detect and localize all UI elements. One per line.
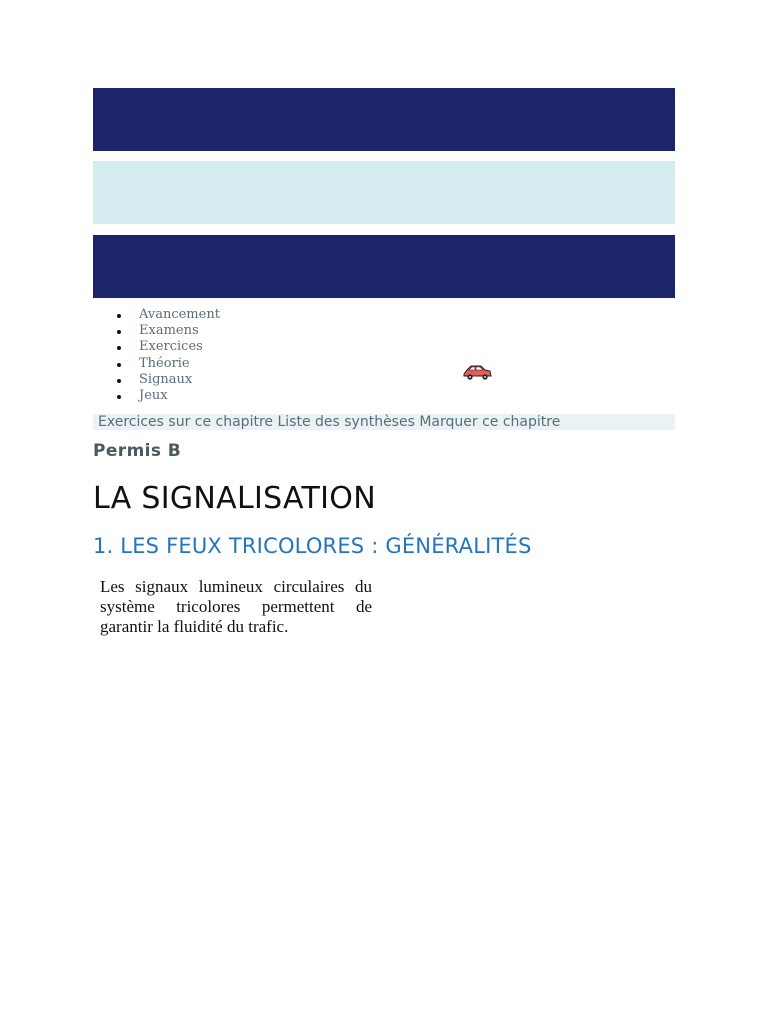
bullet-icon bbox=[117, 379, 121, 383]
nav-item-signaux[interactable] bbox=[117, 372, 220, 388]
nav-item-exercices[interactable] bbox=[117, 339, 220, 355]
bullet-icon bbox=[117, 346, 121, 350]
nav-item-label[interactable]: Signaux bbox=[139, 371, 193, 387]
section-title: 1. LES FEUX TRICOLORES : GÉNÉRALITÉS bbox=[93, 534, 532, 558]
mark-chapter-link[interactable]: Marquer ce chapitre bbox=[419, 414, 561, 430]
nav-item-label[interactable]: Jeux bbox=[139, 387, 168, 403]
nav-item-label[interactable]: Examens bbox=[139, 323, 199, 339]
top-banner bbox=[93, 88, 675, 151]
nav-item-label[interactable]: Exercices bbox=[139, 339, 203, 355]
bullet-icon bbox=[117, 395, 121, 399]
page-title: LA SIGNALISATION bbox=[93, 481, 376, 516]
chapter-actions-bar bbox=[93, 414, 675, 430]
nav-item-theorie[interactable] bbox=[117, 356, 220, 372]
logo-banner bbox=[93, 161, 675, 224]
bullet-icon bbox=[117, 314, 121, 318]
nav-item-avancement[interactable] bbox=[117, 307, 220, 323]
car-icon[interactable] bbox=[461, 364, 493, 381]
category-label: Permis B bbox=[93, 441, 182, 461]
exercises-link[interactable]: Exercices sur ce chapitre bbox=[98, 414, 274, 430]
nav-item-label[interactable]: Avancement bbox=[139, 307, 220, 322]
menu-banner bbox=[93, 235, 675, 298]
section-paragraph: Les signaux lumineux circulaires du système tricolores permettent de garantir la fluidité du trafic. bbox=[100, 577, 372, 636]
main-nav bbox=[117, 307, 220, 404]
nav-item-jeux[interactable] bbox=[117, 388, 220, 404]
nav-item-examens[interactable] bbox=[117, 323, 220, 339]
summaries-link[interactable]: Liste des synthèses bbox=[277, 414, 415, 430]
nav-item-label[interactable]: Théorie bbox=[139, 355, 190, 371]
bullet-icon bbox=[117, 363, 121, 367]
bullet-icon bbox=[117, 330, 121, 334]
